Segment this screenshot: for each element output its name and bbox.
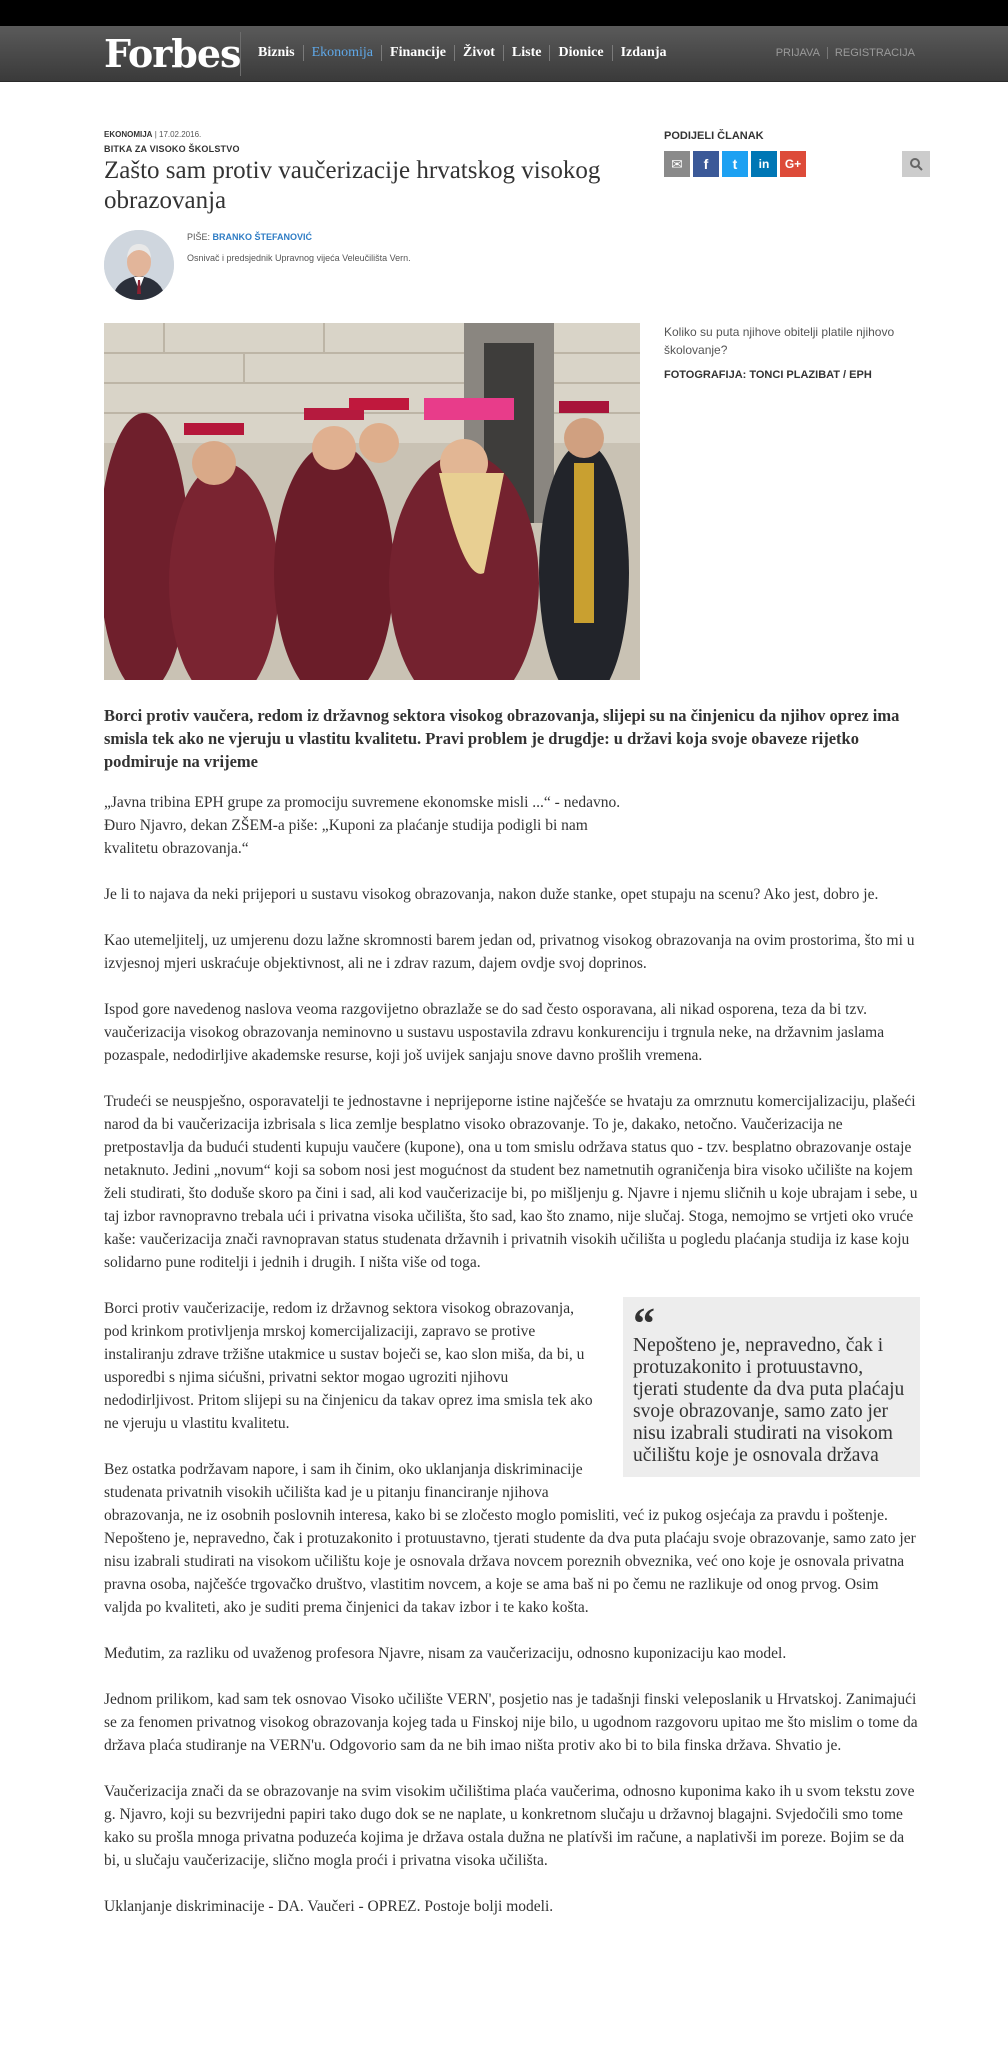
forbes-logo[interactable]: Forbes bbox=[104, 31, 241, 76]
paragraph: Uklanjanje diskriminacije - DA. Vaučeri - OPREZ. Postoje bolji modeli. bbox=[104, 1898, 554, 1915]
paragraph: Međutim, za razliku od uvaženog profesora Njavre, nisam za vaučerizaciju, odnosno kuponizaciju kao model. bbox=[104, 1645, 787, 1662]
share-buttons bbox=[664, 151, 806, 177]
category-label[interactable]: EKONOMIJA bbox=[104, 130, 153, 139]
nav-biznis[interactable]: Biznis bbox=[250, 45, 304, 61]
quote-mark-icon: “ bbox=[633, 1299, 655, 1348]
site-header bbox=[0, 26, 1008, 82]
paragraph: „Javna tribina EPH grupe za promociju suvremene ekonomske misli ...“ - nedavno. Đuro Njavro, dekan ZŠEM-a piše: „Kuponi za plaćanje studija podigli bi nam kvalitetu obrazovanja.“ bbox=[104, 794, 621, 857]
author-prefix: PIŠE: bbox=[187, 232, 213, 242]
photo-credit: FOTOGRAFIJA: TONCI PLAZIBAT / EPH bbox=[664, 369, 872, 381]
share-title: PODIJELI ČLANAK bbox=[664, 130, 764, 142]
paragraph: Trudeći se neuspješno, osporavatelji te jednostavne i neprijeporne istine najčešće se hvataju za omrznutu komercijalizaciju, plašeći narod da bi vaučerizacija izbrisala s lica zemlje besplatno visoko obrazovanje. To je, dakako, netočno. Vaučerizacija ne pretpostavlja da budući studenti kupuju vaučere (kupone), ona u tom smislu održava status quo - tzv. besplatno obrazovanje ostaje netaknuto. Jedini „novum“ koji sa sobom nosi jest mogućnost da student bez nametnutih ograničenja bira visoko učilište na kojem želi studirati, što doduše skoro pa čini i sad, ali kod vaučerizacije bi, po mišljenju g. Njavre i njemu sličnih u koje ubrajam i sebe, u taj izbor ravnopravno trebala ući i privatna visoka učilišta, što sad, kao što znamo, nije slučaj. Stoga, nemojmo se vrtjeti oko vruće kaše: vaučerizacija znači ravnopravan status studenata državnih i privatnih visokih učilišta u pogledu plaćanja studija iz kase koju solidarno pune roditelji i jednih i drugih. I ništa više od toga. bbox=[104, 1093, 918, 1271]
paragraph: Kao utemeljitelj, uz umjerenu dozu lažne skromnosti barem jedan od, privatnog visokog obrazovanja na ovim prostorima, što mi u izvjesnoj mjeri uskraćuje objektivnost, ali ne i zdrav razum, dajem ovdje svoj doprinos. bbox=[104, 932, 915, 972]
email-share-icon[interactable]: ✉ bbox=[664, 151, 690, 177]
pull-quote bbox=[623, 1297, 920, 1477]
author-name[interactable]: BRANKO ŠTEFANOVIĆ bbox=[212, 232, 313, 242]
publish-date: | 17.02.2016. bbox=[154, 130, 202, 139]
paragraph: Borci protiv vaučerizacije, redom iz državnog sektora visokog obrazovanja, pod krinkom protivljenja mrskoj komercijalizaciji, zapravo se protive instaliranju zdrave tržišne utakmice u sustav boječi se, kao slon miša, da bi, u usporedbi s njima sićušni, privatni sektor mogao ugroziti njihovu nedodirljivost. Pritom slijepi su na činjenicu da takav oprez ima smisla tek ako ne vjeruju u vlastitu kvalitetu. bbox=[104, 1300, 593, 1432]
nav-ekonomija[interactable]: Ekonomija bbox=[304, 45, 382, 61]
register-link[interactable]: REGISTRACIJA bbox=[834, 47, 915, 59]
paragraph: Ispod gore navedenog naslova veoma razgovijetno obrazlaže se do sad često osporavana, ali nikad osporena, teza da bi tzv. vaučerizacija visokog obrazovanja neminovno u sustavu uspostavila zdravu konkurenciju i trgnula neke, na državnim jaslama pozaspale, nedodirljive akademske resurse, koji još uvijek sanjaju snove davno prošlih vremena. bbox=[104, 1001, 885, 1064]
paragraph: Je li to najava da neki prijepori u sustavu visokog obrazovanja, nakon duže stanke, opet stupaju na scenu? Ako jest, dobro je. bbox=[104, 886, 879, 903]
author-byline bbox=[187, 232, 312, 242]
paragraph: Jednom prilikom, kad sam tek osnovao Visoko učilište VERN', posjetio nas je tadašnji finski veleposlanik u Hrvatskoj. Zanimajući se za fenomen privatnog visokog obrazovanja kojeg tada u Finskoj nije bilo, u ugodnom razgovoru upitao me što mislim o tome da država plaća studiranje na VERN'u. Odgovorio sam da ne bih imao ništa protiv ako bi to bila finska država. Shvatio je. bbox=[104, 1691, 918, 1754]
article-body bbox=[104, 704, 920, 1941]
article-title: Zašto sam protiv vaučerizacije hrvatskog visokog obrazovanja bbox=[104, 157, 601, 214]
author-bio: Osnivač i predsjednik Upravnog vijeća Veleučilišta Vern. bbox=[187, 253, 411, 263]
twitter-share-icon[interactable]: t bbox=[722, 151, 748, 177]
nav-financije[interactable]: Financije bbox=[382, 45, 455, 61]
pull-quote-text: Nepošteno je, nepravedno, čak i protuzakonito i protuustavno, tjerati studente da dva puta plaćaju svoje obrazovanje, samo zato jer nisu izabrali studirati na visokom učilištu koje je osnovala država bbox=[633, 1335, 905, 1466]
search-button[interactable] bbox=[902, 151, 930, 177]
paragraph: Bez ostatka podržavam napore, i sam ih činim, oko uklanjanja diskriminacije studenata privatnih visokih učilišta kad je u pitanju financiranje njihova obrazovanja, ne iz osobnih poslovnih interesa, kako bi se zločesto moglo pomisliti, već iz pukog osjećaja za pravdu i poštenje. Nepošteno je, nepravedno, čak i protuzakonito i protuustavno, tjerati studente da dva puta plaćaju svoje obrazovanje, samo zato jer nisu izabrali studirati na visokom učilištu koje je osnovala država novcem poreznih obveznika, već ono koje je osnovala privatna pravna osoba, najčešće trgovačko društvo, vlastitim novcem, a koje se ama baš ni po čemu ne razlikuje od onog prvog. Osim valjda po kvaliteti, ako je suditi prema činjenici da takav izbor i te kako košta. bbox=[104, 1461, 916, 1616]
header-divider bbox=[240, 32, 241, 76]
nav-dionice[interactable]: Dionice bbox=[550, 45, 612, 61]
nav-zivot[interactable]: Život bbox=[455, 45, 504, 61]
auth-links bbox=[769, 47, 922, 59]
nav-liste[interactable]: Liste bbox=[504, 45, 551, 61]
article-meta bbox=[104, 130, 201, 139]
paragraph: Vaučerizacija znači da se obrazovanje na svim visokim učilištima plaća vaučerima, odnosno kuponima kako ih u svom tekstu zove g. Njavro, koji su bezvrijedni papiri tako dugo dok se ne naplate, u konkretnom slučaju u državnoj blagajni. Svjedočili smo tome kako su prošla mnoga privatna poduzeća kojima je država ostala dužna ne platívši im račune, a naplativši im poreze. Bojim se da bi, u slučaju vaučerizacije, slično mogla proći i privatna visoka učilišta. bbox=[104, 1783, 915, 1869]
author-avatar bbox=[104, 230, 174, 300]
main-nav bbox=[250, 45, 674, 61]
article-lead: Borci protiv vaučera, redom iz državnog sektora visokog obrazovanja, slijepi su na činjenicu da njihov oprez ima smisla tek ako ne vjeruju u vlastitu kvalitetu. Pravi problem je drugdje: u državi koja svoje obaveze rijetko podmiruje na vrijeme bbox=[104, 706, 900, 771]
facebook-share-icon[interactable]: f bbox=[693, 151, 719, 177]
googleplus-share-icon[interactable]: G+ bbox=[780, 151, 806, 177]
login-link[interactable]: PRIJAVA bbox=[769, 47, 828, 59]
top-black-strip bbox=[0, 0, 1008, 26]
nav-izdanja[interactable]: Izdanja bbox=[620, 45, 667, 60]
article-kicker: BITKA ZA VISOKO ŠKOLSTVO bbox=[104, 144, 240, 154]
linkedin-share-icon[interactable]: in bbox=[751, 151, 777, 177]
photo-caption: Koliko su puta njihove obitelji platile njihovo školovanje? bbox=[664, 325, 895, 357]
article-photo bbox=[104, 323, 640, 680]
search-icon bbox=[909, 157, 923, 171]
